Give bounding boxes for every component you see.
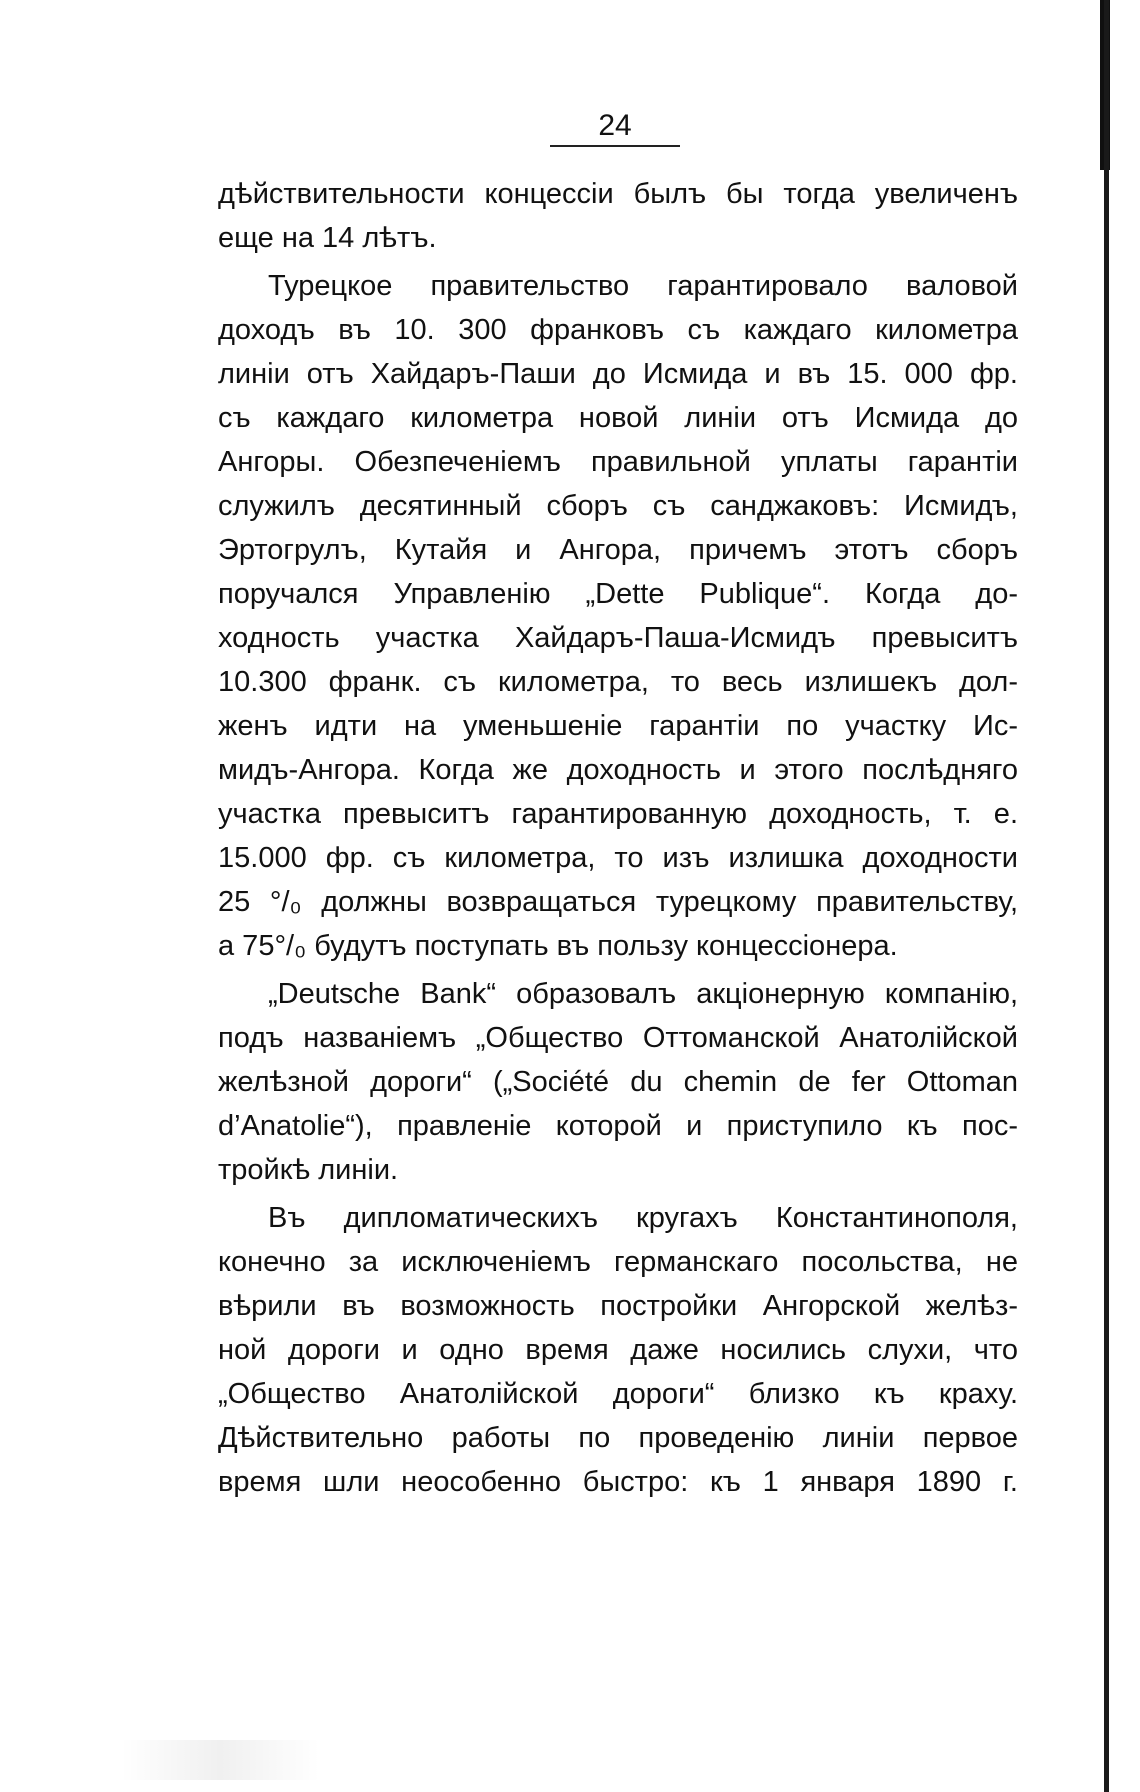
text-line: Ангоры. Обезпеченіемъ правильной уплаты гарантіи xyxy=(218,446,1018,478)
text-line: Эртогрулъ, Кутайя и Ангора, причемъ этотъ сборъ xyxy=(218,534,1018,566)
text-line: „Общество Анатолійской дороги“ близко къ краху. xyxy=(218,1378,1018,1410)
text-line: ной дороги и одно время даже носились слухи, что xyxy=(218,1334,1018,1366)
page-number: 24 xyxy=(598,109,632,142)
text-line: еще на 14 лѣтъ. xyxy=(218,222,437,254)
text-line: поручался Управленію „Dette Publique“. Когда до- xyxy=(218,578,1018,610)
text-line: 25 °/₀ должны возвращаться турецкому правительству, xyxy=(218,886,1018,918)
text-line: Турецкое правительство гарантировало валовой xyxy=(268,270,1018,302)
text-line: 10.300 франк. съ километра, то весь излишекъ дол- xyxy=(218,666,1018,698)
text-line: d’Anatolie“), правленіе которой и приступило къ пос- xyxy=(218,1110,1018,1142)
text-line: время шли неособенно быстро: къ 1 января 1890 г. xyxy=(218,1466,1018,1498)
text-line: линіи отъ Хайдаръ-Паши до Исмида и въ 15. 000 фр. xyxy=(218,358,1018,390)
text-line: подъ названіемъ „Общество Оттоманской Анатолійской xyxy=(218,1022,1018,1054)
text-line: „Deutsche Bank“ образовалъ акціонерную компанію, xyxy=(268,978,1018,1010)
text-line: 15.000 фр. съ километра, то изъ излишка доходности xyxy=(218,842,1018,874)
text-line: доходъ въ 10. 300 франковъ съ каждаго километра xyxy=(218,314,1018,346)
text-line: участка превыситъ гарантированную доходность, т. е. xyxy=(218,798,1018,830)
page-number-rule xyxy=(550,145,680,147)
text-line: желѣзной дороги“ („Société du chemin de fer Ottoman xyxy=(218,1066,1018,1098)
scan-smudge xyxy=(120,1740,320,1780)
text-line: женъ идти на уменьшеніе гарантіи по участку Ис- xyxy=(218,710,1018,742)
text-line: мидъ-Ангора. Когда же доходность и этого послѣдняго xyxy=(218,754,1018,786)
text-line: Въ дипломатическихъ кругахъ Константинополя, xyxy=(268,1202,1018,1234)
text-line: вѣрили въ возможность постройки Ангорской желѣз- xyxy=(218,1290,1018,1322)
text-line: служилъ десятинный сборъ съ санджаковъ: Исмидъ, xyxy=(218,490,1018,522)
page-edge-line xyxy=(1104,0,1109,1792)
text-line: дѣйствительности концессіи былъ бы тогда увеличенъ xyxy=(218,178,1018,210)
text-line: ходность участка Хайдаръ-Паша-Исмидъ превыситъ xyxy=(218,622,1018,654)
body-text xyxy=(218,172,1018,1504)
text-line: конечно за исключеніемъ германскаго посольства, не xyxy=(218,1246,1018,1278)
text-line: Дѣйствительно работы по проведенію линіи первое xyxy=(218,1422,1018,1454)
text-line: а 75°/₀ будутъ поступать въ пользу концессіонера. xyxy=(218,930,898,962)
text-line: тройкѣ линіи. xyxy=(218,1154,399,1186)
text-line: съ каждаго километра новой линіи отъ Исмида до xyxy=(218,402,1018,434)
